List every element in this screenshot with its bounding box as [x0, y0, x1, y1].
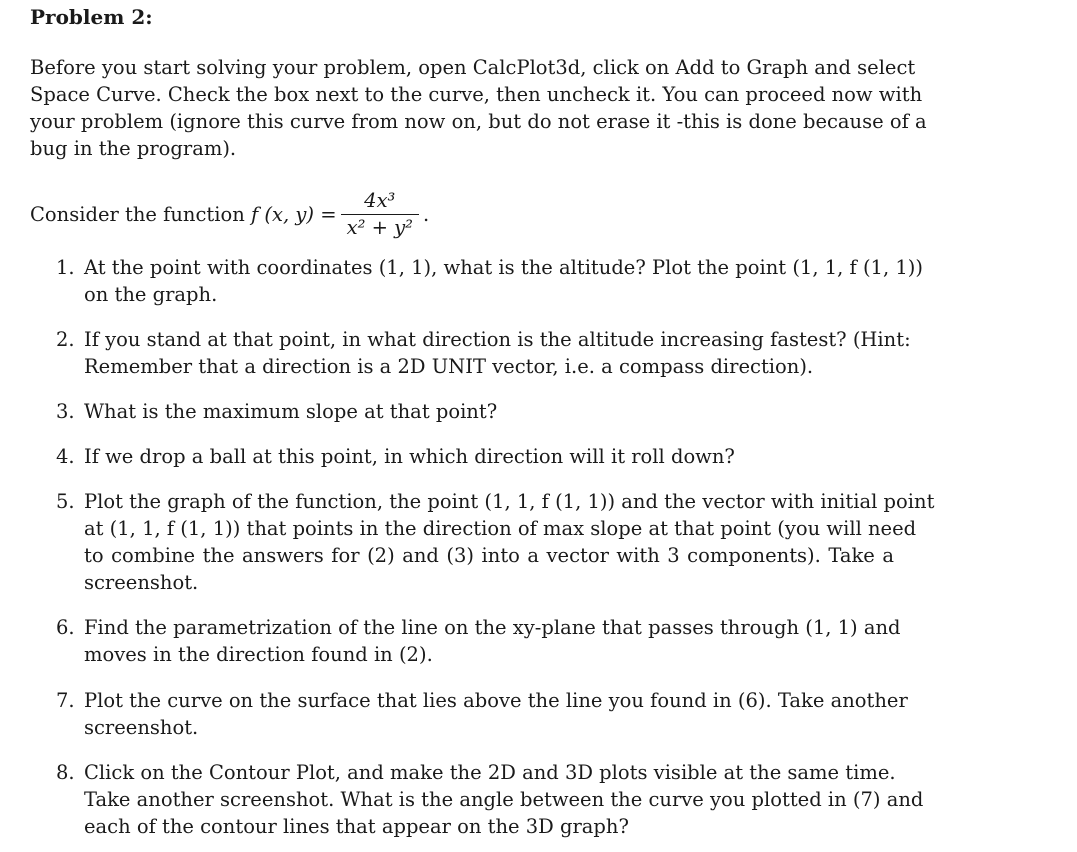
question-line: moves in the direction found in (2).: [84, 643, 433, 666]
question-line: Plot the curve on the surface that lies above the line you found in (6). Take another: [84, 689, 908, 712]
function-definition: [30, 186, 429, 242]
question-number: 4.: [56, 445, 75, 468]
question-line: If you stand at that point, in what direction is the altitude increasing fastest? (Hint:: [84, 328, 911, 351]
question-line: on the graph.: [84, 283, 218, 306]
intro-line: Before you start solving your problem, open CalcPlot3d, click on Add to Graph and select: [30, 56, 916, 79]
question-line: screenshot.: [84, 716, 199, 739]
question-line: Find the parametrization of the line on the xy-plane that passes through (1, 1) and: [84, 616, 901, 639]
question-line: What is the maximum slope at that point?: [84, 400, 498, 423]
question-number: 1.: [56, 256, 75, 279]
intro-paragraph: [30, 54, 927, 162]
question-text: [84, 488, 935, 596]
function-period: .: [422, 202, 430, 226]
consider-lead: Consider the function: [30, 202, 245, 226]
question-line: Plot the graph of the function, the point (1, 1, f (1, 1)) and the vector with initial point: [84, 490, 935, 513]
question-line: each of the contour lines that appear on the 3D graph?: [84, 815, 629, 838]
question-text: [84, 759, 924, 840]
function-fraction: [341, 190, 419, 239]
intro-line: bug in the program).: [30, 137, 237, 160]
intro-line: your problem (ignore this curve from now on, but do not erase it -this is done because of a: [30, 110, 927, 133]
fraction-denominator: x² + y²: [341, 214, 419, 239]
question-line: Take another screenshot. What is the angle between the curve you plotted in (7) and: [84, 788, 924, 811]
question-text: [84, 254, 923, 308]
question-line: Click on the Contour Plot, and make the 2D and 3D plots visible at the same time.: [84, 761, 896, 784]
question-line: at (1, 1, f (1, 1)) that points in the direction of max slope at that point (you will need: [84, 517, 917, 540]
question-number: 3.: [56, 400, 75, 423]
question-line: to combine the answers for (2) and (3) into a vector with 3 components). Take a: [84, 544, 894, 567]
question-line: Remember that a direction is a 2D UNIT vector, i.e. a compass direction).: [84, 355, 814, 378]
question-text: [84, 326, 911, 380]
function-lhs: f (x, y) =: [250, 202, 337, 226]
question-number: 7.: [56, 689, 75, 712]
question-line: If we drop a ball at this point, in which direction will it roll down?: [84, 445, 735, 468]
question-number: 2.: [56, 328, 75, 351]
question-text: [84, 443, 894, 470]
question-number: 8.: [56, 761, 75, 784]
question-number: 5.: [56, 490, 75, 513]
question-line: screenshot.: [84, 571, 199, 594]
question-text: [84, 398, 894, 425]
question-line: At the point with coordinates (1, 1), what is the altitude? Plot the point (1, 1, f (1, 1)): [84, 256, 923, 279]
fraction-numerator: 4x³: [364, 188, 396, 212]
problem-title: Problem 2:: [30, 5, 153, 29]
question-text: [84, 614, 901, 668]
question-text: [84, 687, 908, 741]
question-number: 6.: [56, 616, 75, 639]
intro-line: Space Curve. Check the box next to the curve, then uncheck it. You can proceed now with: [30, 83, 923, 106]
